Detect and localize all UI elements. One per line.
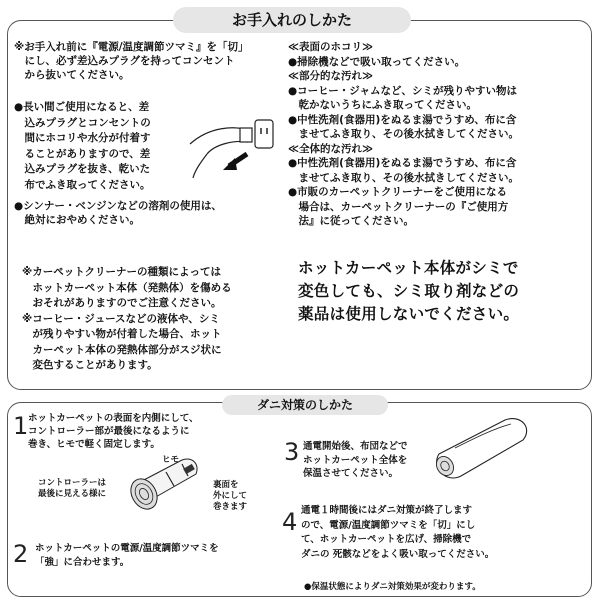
step-1-number: 1 [13,412,29,440]
label-himo: ヒモ [162,455,180,465]
covered-carpet-illustration [425,414,535,484]
mite-footnote: ●保温状態によりダニ対策効果が変わります。 [304,582,481,592]
step-2-number: 2 [13,540,29,568]
step-4-text: 通電１時間後にはダニ対策が終了します ので、電源/温度調節ツマミを「切」にし て、ホットカーペットを広げ、掃除機で ダニの 死骸などをよく吸い取ってください。 [301,505,495,560]
care-cleaning-instructions: ≪表面のホコリ≫ ●掃除機などで吸い取ってください。 ≪部分的な汚れ≫ ●コーヒー・ジャムなど、シミが残りやすい物は 乾かないうちにふき取ってください。 ●中性洗剤(食器用)をぬるま湯でうすめ、布に含 ませてふき取り、その後水拭きしてください。 ≪全体的な汚れ≫ ●中性洗剤(食器用)をぬるま湯でうすめ、布に含 ませてふき取り、その後水拭きしてください。 ●市販のカーペットクリーナーをご使用になる 場合は、カーペットクリーナーの『ご使用方 法』に従ってください。 [288,41,519,227]
care-plug-bullet: ●長い間ご使用になると、差 込みプラグとコンセントの 間にホコリや水分が付着す ることがありますので、差 込みプラグを抜き、乾いた 布でふき取ってください。 [14,101,151,191]
care-solvent-bullet: ●シンナー・ベンジンなどの溶剤の使用は、 絶対におやめください。 [14,200,222,226]
mite-section-title: ダニ対策のしかた [222,395,388,415]
care-caution-notes: ※カーペットクリーナーの種類によっては ホットカーペット本体（発熱体）を傷める おそれがありますのでご注意ください。 ※コーヒー・ジュースなどの液体や、シミ が残りやすい物が付着した場合、ホット カーペット本体の発熱体部分がスジ状に 変色することがあります。 [22,266,232,371]
plug-outlet-illustration [185,106,285,186]
step-3-text: 通電開始後、布団などで ホットカーペット全体を 保温させてください。 [303,441,408,479]
step-3-number: 3 [284,438,300,466]
step-2-text: ホットカーペットの電源/温度調節ツマミを 「強」に合わせます。 [35,543,219,568]
care-warning-note: ※お手入れ前に『電源/温度調節ツマミ』を「切」 にし、必ず差込みプラグを持ってコンセント から抜いてください。 [14,41,249,81]
step-1-text: ホットカーペットの表面を内側にして、 コントローラー部が最後になるように 巻き、ヒモで軽く固定します。 [28,413,199,450]
step-4-number: 4 [282,508,298,536]
care-chemical-warning: ホットカーペット本体がシミで 変色しても、シミ取り剤などの 薬品は使用しないでください。 [298,259,520,323]
label-ura: 裏面を 外にして 巻きます [213,480,248,512]
label-controller: コントローラーは 最後に見える様に [38,478,107,499]
care-section-title: お手入れのしかた [173,7,411,33]
